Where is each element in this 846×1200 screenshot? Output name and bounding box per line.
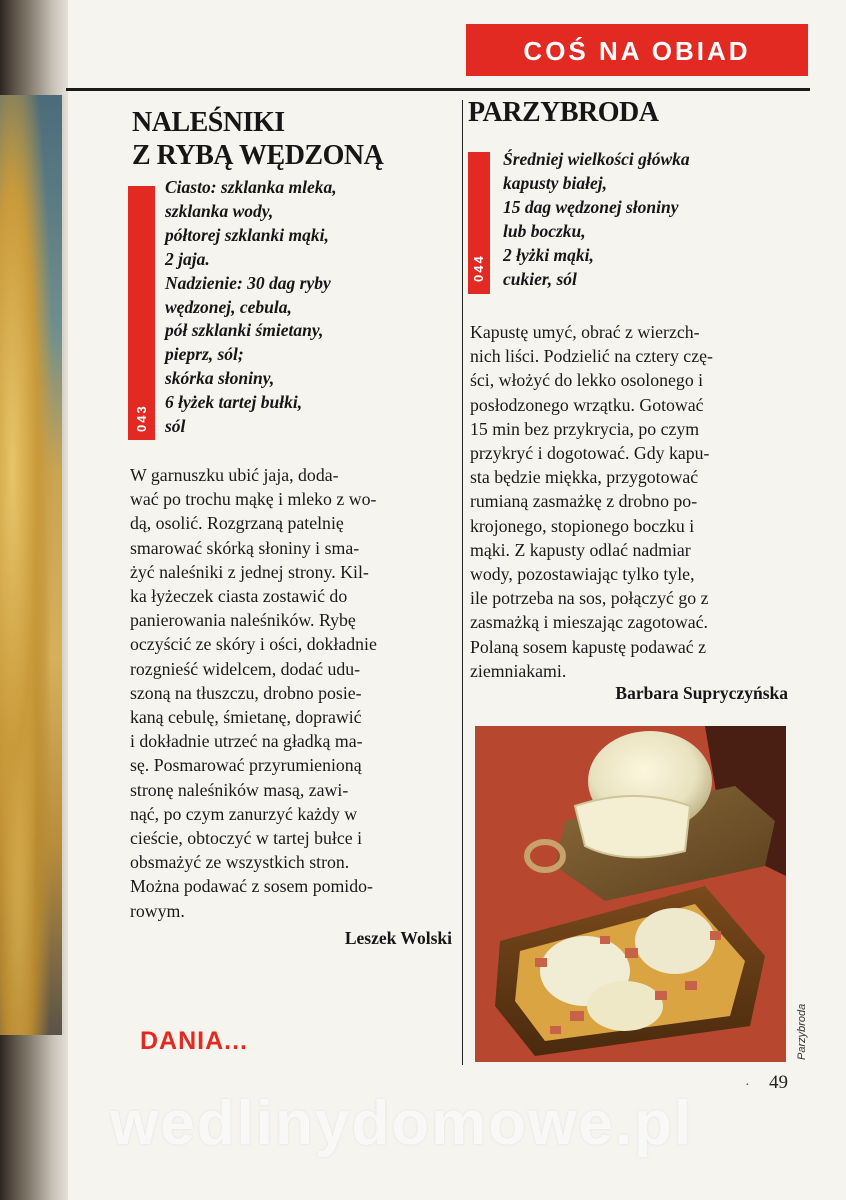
method-line: rowym.: [130, 900, 185, 921]
cabbage-portion-2: [635, 908, 715, 974]
ingredient-line: Średniej wielkości główka: [503, 149, 690, 169]
header-rule: [66, 88, 810, 91]
recipe-2-author: Barbara Supryczyńska: [615, 683, 788, 703]
method-line: smarować skórką słoniny i sma-: [130, 537, 360, 558]
ingredient-line: pół szklanki śmietany,: [165, 320, 324, 341]
page-number: 49: [769, 1072, 788, 1093]
watermark: wedlinydomowe.pl: [110, 1089, 694, 1158]
method-line: Można podawać z sosem pomido-: [130, 876, 373, 897]
recipe-2-code: 044: [471, 254, 486, 282]
method-line: sta będzie miękka, przygotować: [470, 467, 699, 488]
method-line: panierowania naleśników. Rybę: [130, 610, 356, 631]
method-line: cieście, obtoczyć w tartej bułce i: [130, 828, 363, 849]
recipe-2-ingredients: [503, 148, 690, 291]
ingredient-line: cukier, sól: [503, 268, 577, 289]
bacon-piece: [535, 958, 547, 967]
method-line: ści, włożyć do lekko osolonego i: [470, 370, 704, 391]
method-line: szoną na tłuszczu, drobno posie-: [130, 682, 362, 703]
previous-page-photo: [0, 95, 64, 1035]
method-line: żyć naleśniki z jednej strony. Kil-: [130, 561, 369, 582]
ingredient-line: Nadzienie: 30 dag ryby: [165, 272, 331, 293]
ingredient-line: skórka słoniny,: [165, 368, 275, 389]
bacon-piece: [570, 1011, 584, 1021]
method-line: dą, osolić. Rozgrzaną patelnię: [130, 513, 344, 534]
method-line: nąć, po czym zanurzyć każdy w: [130, 803, 358, 824]
method-line: W garnuszku ubić jaja, doda-: [130, 465, 339, 485]
photo-caption: Parzybroda: [796, 1003, 808, 1060]
ingredient-line: 2 jaja.: [165, 248, 210, 269]
photo-illustration: [475, 726, 786, 1062]
bacon-piece: [710, 931, 721, 940]
method-line: przykryć i dogotować. Gdy kapu-: [470, 443, 710, 464]
cabbage-portion-3: [587, 981, 663, 1031]
method-line: posłodzonego wrzątku. Gotować: [470, 394, 704, 415]
recipe-2-method: [470, 320, 790, 683]
method-line: i dokładnie utrzeć na gładką ma-: [130, 731, 363, 752]
method-line: ka łyżeczek ciasta zostawić do: [130, 586, 348, 607]
bacon-piece: [550, 1026, 561, 1034]
method-line: stronę naleśników masą, zawi-: [130, 779, 349, 800]
bacon-piece: [685, 981, 697, 990]
ingredient-line: sól: [165, 416, 186, 437]
method-line: nich liści. Podzielić na cztery czę-: [470, 346, 713, 367]
method-line: Kapustę umyć, obrać z wierzch-: [470, 322, 700, 342]
ingredient-line: szklanka wody,: [165, 200, 274, 221]
recipe-2-title: PARZYBRODA: [468, 97, 659, 128]
recipe-1-ingredients: [165, 176, 337, 439]
method-line: oczyścić ze skóry i ości, dokładnie: [130, 634, 377, 655]
method-line: wać po trochu mąkę i mleko z wo-: [130, 489, 377, 510]
section-banner: [466, 24, 808, 76]
ingredient-line: kapusty białej,: [503, 172, 608, 193]
bacon-piece: [600, 936, 610, 944]
page-number-dot: ·: [745, 1078, 750, 1093]
ingredient-line: półtorej szklanki mąki,: [165, 224, 329, 245]
method-line: sę. Posmarować przyrumienioną: [130, 755, 362, 776]
ingredient-line: pieprz, sól;: [165, 344, 244, 365]
recipe-1-author: Leszek Wolski: [344, 928, 452, 948]
ingredient-line: wędzonej, cebula,: [165, 296, 292, 317]
footer-section-label: DANIA...: [140, 1027, 248, 1055]
bacon-piece: [625, 948, 638, 958]
ingredient-line: 6 łyżek tartej bułki,: [165, 392, 303, 413]
method-line: rumianą zasmażkę z drobno po-: [470, 491, 698, 512]
method-line: mąki. Z kapusty odlać nadmiar: [470, 539, 691, 560]
column-divider: [462, 100, 463, 1065]
section-banner-label: COŚ NA OBIAD: [523, 36, 751, 66]
method-line: obsmażyć ze wszystkich stron.: [130, 852, 350, 873]
method-line: Polaną sosem kapustę podawać z: [470, 636, 707, 657]
method-line: ziemniakami.: [470, 660, 567, 681]
ingredient-line: Ciasto: szklanka mleka,: [165, 177, 337, 197]
method-line: 15 min bez przykrycia, po czym: [470, 418, 700, 439]
recipe-1-title-line-1: NALEŚNIKI: [132, 107, 285, 138]
ingredient-line: lub boczku,: [503, 220, 586, 241]
ingredient-line: 15 dag wędzonej słoniny: [503, 196, 679, 217]
method-line: krojonego, stopionego boczku i: [470, 515, 695, 536]
recipe-1-method: [130, 463, 452, 923]
cabbage-slice: [575, 796, 690, 857]
bacon-piece: [655, 991, 667, 1000]
method-line: ile potrzeba na sos, połączyć go z: [470, 588, 709, 609]
method-line: rozgnieść widelcem, dodać udu-: [130, 658, 361, 679]
recipe-1-code-bar: [128, 186, 155, 440]
recipe-1-code: 043: [134, 404, 149, 432]
parzybroda-photo: [475, 726, 786, 1062]
method-line: zasmażką i mieszając zagotować.: [470, 612, 708, 633]
recipe-1-title: [132, 106, 383, 172]
ingredient-line: 2 łyżki mąki,: [503, 244, 594, 265]
method-line: kaną cebulę, śmietanę, doprawić: [130, 707, 362, 728]
recipe-1-title-line-2: Z RYBĄ WĘDZONĄ: [132, 140, 384, 171]
method-line: wody, pozostawiając tylko tyle,: [470, 564, 695, 585]
